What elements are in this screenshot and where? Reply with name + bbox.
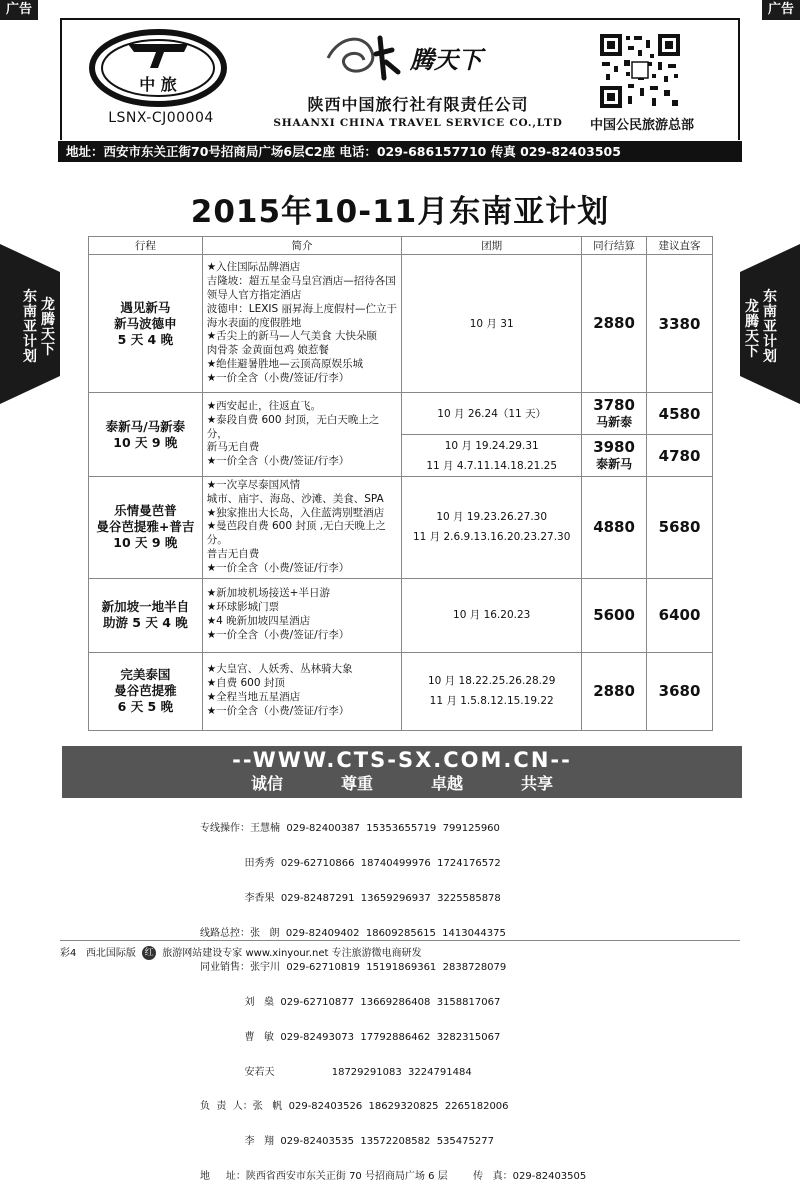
side-tab-right-text-1: 龙 腾 天 下 bbox=[745, 299, 759, 360]
dates-cell bbox=[402, 652, 582, 730]
retail-price-cell: 4580 bbox=[647, 393, 713, 435]
contact-line: 同业销售：张宇川 029-62710819 15191869361 2838728079 bbox=[200, 962, 507, 974]
peer-price-cell bbox=[582, 435, 647, 477]
col-header-retail-price: 建议直客 bbox=[647, 237, 713, 255]
route-line: 10 天 9 晚 bbox=[113, 535, 178, 551]
desc-line: ★一次享尽泰国风情 bbox=[206, 479, 301, 491]
motto-item: 共享 bbox=[521, 774, 554, 793]
dragon-brush-stroke bbox=[376, 38, 398, 78]
qr-caption: 中国公民旅游总部 bbox=[589, 118, 694, 133]
peer-price-cell: 2880 bbox=[582, 255, 647, 393]
desc-cell bbox=[202, 393, 402, 477]
company-name-en: SHAANXI CHINA TRAVEL SERVICE CO.,LTD bbox=[273, 117, 563, 129]
desc-line: ★新加坡机场接送+半日游 bbox=[206, 587, 330, 600]
route-line: 遇见新马 bbox=[120, 299, 171, 315]
route-line: 曼谷芭提雅+普吉 bbox=[96, 519, 195, 535]
desc-line: ★入住国际品牌酒店 bbox=[206, 261, 301, 274]
date-line: 10 月 18.22.25.26.28.29 bbox=[427, 675, 556, 688]
contact-line: 李 翔 029-82403535 13572208582 535475277 bbox=[200, 1136, 494, 1148]
route-line: 6 天 5 晚 bbox=[117, 699, 174, 715]
qr-code-icon[interactable] bbox=[598, 32, 682, 110]
desc-line: 城市、庙宇、海岛、沙滩、美食、SPA bbox=[206, 492, 384, 505]
page-title: 2015年10-11月东南亚计划 bbox=[190, 194, 610, 230]
contact-line: 刘 燊 029-62710877 13669286408 3158817067 bbox=[200, 997, 501, 1009]
col-header-peer-price: 同行结算 bbox=[582, 237, 647, 255]
contact-list bbox=[200, 800, 720, 1194]
retail-price-cell: 6400 bbox=[647, 578, 713, 652]
contact-line: 安若天 18729291083 3224791484 bbox=[200, 1066, 472, 1078]
table-row bbox=[89, 255, 713, 393]
date-line: 10 月 26.24（11 天） bbox=[437, 407, 547, 420]
page-number: 彩4 bbox=[60, 948, 77, 959]
peer-price-cell bbox=[582, 393, 647, 435]
desc-line: ★一价全含（小费/签证/行李） bbox=[206, 561, 350, 574]
date-line: 11 月 4.7.11.14.18.21.25 bbox=[426, 459, 558, 472]
desc-line: ★独家推出大长岛，入住蓝湾别墅酒店 bbox=[206, 506, 385, 519]
date-line: 10 月 16.20.23 bbox=[453, 609, 531, 622]
desc-line: 领导人官方指定酒店 bbox=[206, 289, 302, 301]
table-row bbox=[89, 652, 713, 730]
dates-cell bbox=[402, 435, 582, 477]
logo-tt-mark bbox=[128, 44, 188, 68]
route-line: 5 天 4 晚 bbox=[117, 331, 174, 347]
table-header-row bbox=[89, 237, 713, 255]
logo-text: 中 旅 bbox=[139, 75, 177, 94]
desc-line: 海水表面的度假胜地 bbox=[206, 316, 302, 329]
route-line: 10 天 9 晚 bbox=[113, 434, 178, 450]
desc-line: 新马无自费 bbox=[206, 441, 260, 454]
edition-name: 西北国际版 bbox=[85, 948, 136, 959]
footer-rule bbox=[60, 940, 740, 941]
motto-item: 卓越 bbox=[431, 774, 464, 793]
retail-price-cell: 4780 bbox=[647, 435, 713, 477]
motto-item: 诚信 bbox=[250, 774, 283, 793]
retail-price-cell: 5680 bbox=[647, 477, 713, 579]
side-tab-left bbox=[0, 244, 60, 404]
desc-line: ★绝佳避暑胜地—云顶高原娱乐城 bbox=[206, 357, 364, 370]
dates-cell bbox=[402, 255, 582, 393]
contact-line: 线路总控：张 朗 029-82409402 18609285615 1413044375 bbox=[200, 927, 506, 939]
desc-line: ★自费 600 封顶 bbox=[206, 677, 285, 690]
contact-line: 田秀秀 029-62710866 18740499976 1724176572 bbox=[200, 857, 501, 869]
desc-cell bbox=[202, 578, 402, 652]
peer-price-note: 马新泰 bbox=[596, 414, 633, 429]
desc-line: ★一价全含（小费/签证/行李） bbox=[206, 371, 350, 384]
side-tab-left-text-2: 龙 腾 天 下 bbox=[41, 297, 55, 358]
route-line: 泰新马/马新泰 bbox=[105, 418, 186, 434]
peer-price-cell: 2880 bbox=[582, 652, 647, 730]
address-bar: 地址：西安市东关正街70号招商局广场6层C2座 电话：029-686157710 传真 029-82403505 bbox=[58, 141, 742, 162]
route-line: 助游 5 天 4 晚 bbox=[102, 615, 188, 631]
license-number: LSNX-CJ00004 bbox=[108, 110, 214, 126]
col-header-desc: 简介 bbox=[202, 237, 402, 255]
route-line: 新马波德申 bbox=[114, 315, 177, 331]
route-cell bbox=[89, 477, 203, 579]
desc-cell bbox=[202, 477, 402, 579]
peer-price-cell: 4880 bbox=[582, 477, 647, 579]
route-line: 完美泰国 bbox=[120, 667, 171, 683]
desc-line: 普吉无自费 bbox=[206, 547, 260, 560]
peer-price: 3980 bbox=[593, 437, 635, 456]
dates-cell bbox=[402, 393, 582, 435]
route-cell bbox=[89, 255, 203, 393]
side-tab-right bbox=[740, 244, 800, 404]
desc-line: ★一价全含（小费/签证/行李） bbox=[206, 628, 350, 641]
peer-price-note: 泰新马 bbox=[596, 456, 633, 471]
desc-line: 吉隆坡：超五星金马皇宫酒店—招待各国 bbox=[206, 275, 396, 288]
route-line: 新加坡一地半自 bbox=[101, 599, 190, 615]
desc-cell bbox=[202, 652, 402, 730]
route-line: 曼谷芭提雅 bbox=[114, 683, 177, 699]
desc-line: ★大皇宫、人妖秀、丛林骑大象 bbox=[206, 663, 353, 676]
retail-price-cell: 3680 bbox=[647, 652, 713, 730]
date-line: 11 月 1.5.8.12.15.19.22 bbox=[429, 695, 554, 708]
desc-line: ★西安起止，往返直飞。 bbox=[206, 400, 322, 412]
table-row bbox=[89, 393, 713, 435]
table-row bbox=[89, 477, 713, 579]
cts-logo bbox=[88, 28, 228, 108]
route-cell bbox=[89, 578, 203, 652]
desc-line: 波德申：LEXIS 丽昇海上度假村—伫立于 bbox=[206, 302, 398, 315]
desc-line: ★曼芭段自费 600 封顶 ,无白天晚上之分。 bbox=[206, 520, 387, 547]
col-header-dates: 团期 bbox=[402, 237, 582, 255]
desc-line: ★4 晚新加坡四星酒店 bbox=[206, 615, 311, 628]
route-cell bbox=[89, 652, 203, 730]
contact-line: 地 址：陕西省西安市东关正街 70 号招商局广场 6 层 传 真：029-82403505 bbox=[200, 1171, 587, 1182]
peer-price: 3780 bbox=[593, 395, 635, 414]
desc-line: ★泰段自费 600 封顶，无白天晚上之分， bbox=[206, 413, 380, 440]
desc-cell bbox=[202, 255, 402, 393]
desc-line: ★一价全含（小费/签证/行李） bbox=[206, 704, 350, 717]
dragon-brand-art bbox=[320, 28, 510, 88]
contact-line: 负 责 人：张 帆 029-82403526 18629320825 2265182006 bbox=[200, 1101, 509, 1113]
ad-tag-right: 广告 bbox=[762, 0, 800, 20]
contact-line: 李香果 029-82487291 13659296937 3225585878 bbox=[200, 892, 501, 904]
desc-line: ★舌尖上的新马—人气美食 大快朵颐 bbox=[206, 330, 377, 343]
desc-line: 肉骨茶 金黄面包鸡 娘惹餐 bbox=[206, 344, 329, 357]
desc-line: ★环球影城门票 bbox=[206, 601, 280, 614]
date-line: 11 月 2.6.9.13.16.20.23.27.30 bbox=[412, 531, 571, 544]
desc-line: ★一价全含（小费/签证/行李） bbox=[206, 455, 350, 468]
ad-tag-left: 广告 bbox=[0, 0, 38, 20]
route-cell bbox=[89, 393, 203, 477]
peer-price-cell: 5600 bbox=[582, 578, 647, 652]
table-row bbox=[89, 578, 713, 652]
tour-plan-table bbox=[88, 236, 713, 731]
side-tab-right-text-2: 东 南 亚 计 划 bbox=[763, 289, 777, 365]
company-name-cn: 陕西中国旅行社有限责任公司 bbox=[307, 95, 529, 114]
contact-line: 曹 敏 029-82493073 17792886462 3282315067 bbox=[200, 1031, 501, 1043]
brand-slogan: 腾天下 bbox=[410, 45, 482, 74]
dates-cell bbox=[402, 578, 582, 652]
date-line: 10 月 19.24.29.31 bbox=[444, 439, 539, 452]
badge-icon: 红 bbox=[142, 946, 156, 960]
dragon-swirl bbox=[328, 39, 373, 71]
page-footer bbox=[60, 944, 422, 960]
desc-line: ★全程当地五星酒店 bbox=[206, 691, 301, 704]
website-url[interactable]: --WWW.CTS-SX.COM.CN-- bbox=[232, 748, 572, 772]
col-header-route: 行程 bbox=[89, 237, 203, 255]
side-tab-left-text-1: 东 南 亚 计 划 bbox=[23, 289, 37, 365]
motto-row bbox=[62, 774, 742, 794]
dates-cell bbox=[402, 477, 582, 579]
footer-ad-text: 旅游网站建设专家 www.xinyour.net 专注旅游微电商研发 bbox=[162, 948, 422, 959]
date-line: 10 月 19.23.26.27.30 bbox=[436, 511, 548, 524]
route-line: 乐情曼芭普 bbox=[114, 503, 177, 519]
date-line: 10 月 31 bbox=[469, 317, 514, 330]
retail-price-cell: 3380 bbox=[647, 255, 713, 393]
motto-item: 尊重 bbox=[340, 774, 373, 793]
contact-line: 专线操作：王慧楠 029-82400387 15353655719 799125960 bbox=[200, 823, 500, 835]
website-banner bbox=[62, 746, 742, 798]
